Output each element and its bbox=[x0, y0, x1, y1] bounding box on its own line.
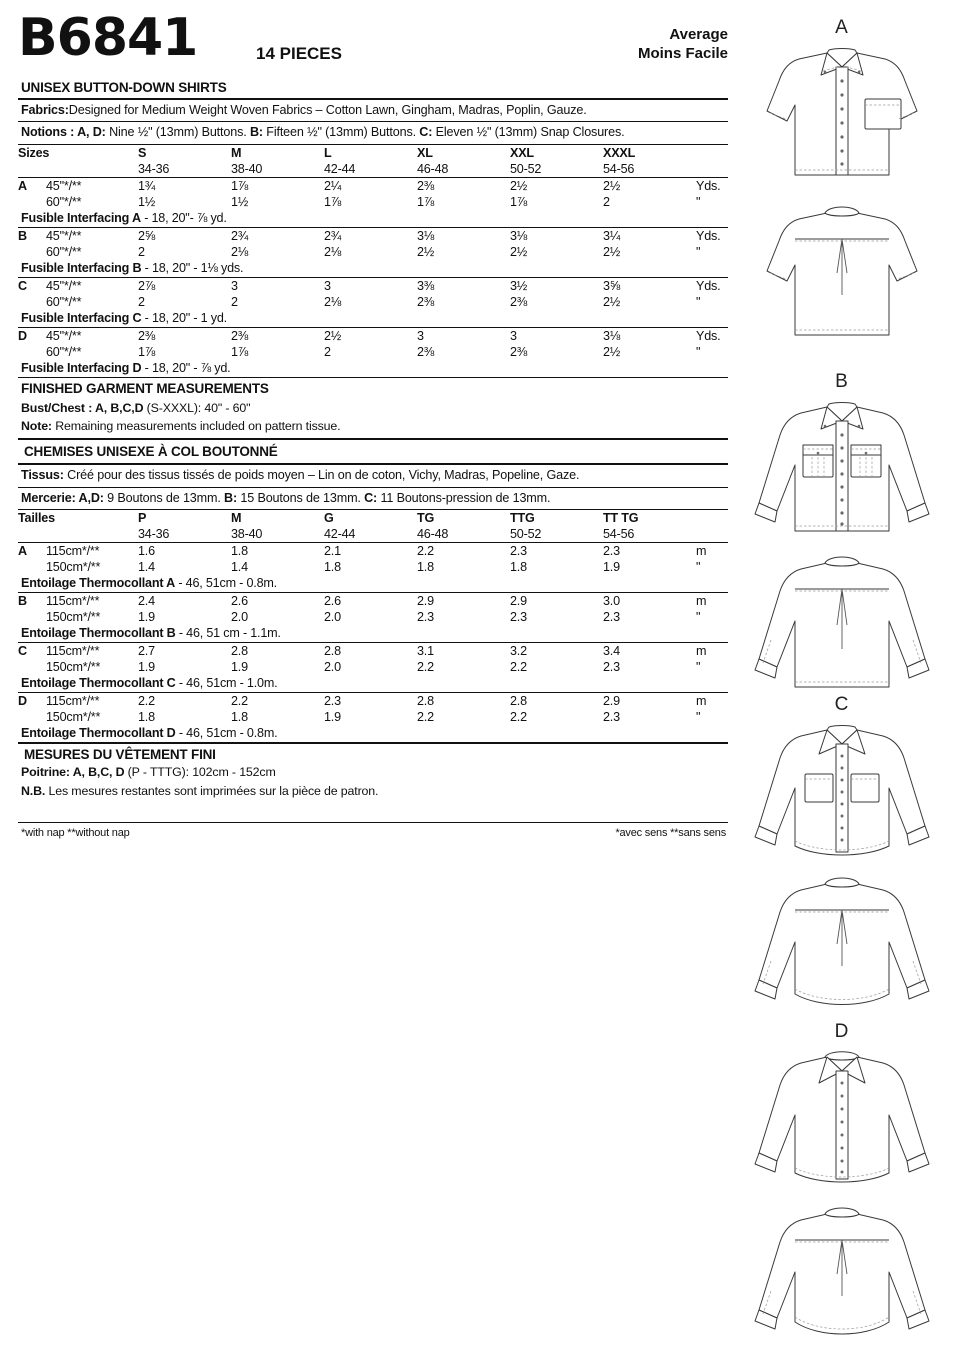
cell: 2.3 bbox=[603, 659, 620, 674]
row-unit: m bbox=[696, 593, 707, 608]
interfacing-line bbox=[18, 360, 728, 377]
size-range-s: 34-36 bbox=[138, 161, 170, 176]
cell: 1.8 bbox=[231, 543, 248, 558]
illustration-view-a-front bbox=[728, 18, 955, 187]
english-title: UNISEX BUTTON-DOWN SHIRTS bbox=[21, 80, 227, 95]
row-width: 45"*/** bbox=[46, 228, 82, 243]
size-header-row bbox=[18, 510, 748, 526]
cell: 2.0 bbox=[231, 609, 248, 624]
row-unit: m bbox=[696, 643, 707, 658]
table-row bbox=[18, 593, 748, 609]
row-width: 115cm*/** bbox=[46, 543, 100, 558]
illustration-view-b-back bbox=[728, 545, 955, 700]
mercerie-seg-1: 15 Boutons de 13mm. bbox=[237, 490, 365, 505]
piece-count: 14 PIECES bbox=[256, 44, 342, 63]
cell: 1⅞ bbox=[510, 194, 528, 209]
cell: 2.8 bbox=[324, 643, 341, 658]
long-sleeve-shirt-front-flap-pockets-icon bbox=[737, 391, 947, 546]
short-sleeve-shirt-front-icon bbox=[737, 37, 947, 187]
notions-seg-2: Eleven ½" (13mm) Snap Closures. bbox=[432, 125, 625, 140]
cell: 2.2 bbox=[417, 543, 434, 558]
row-width: 60"*/** bbox=[46, 244, 82, 259]
difficulty-english: Average bbox=[669, 26, 728, 43]
size-range-m: 38-40 bbox=[231, 161, 263, 176]
cell: 2½ bbox=[603, 178, 621, 193]
illustration-view-c-front bbox=[728, 695, 955, 869]
cell: 3⅛ bbox=[510, 228, 528, 243]
nb-text: Les mesures restantes sont imprimées sur la pièce de patron. bbox=[45, 783, 379, 798]
cell: 2.7 bbox=[138, 643, 155, 658]
cell: 2.6 bbox=[324, 593, 341, 608]
row-unit: " bbox=[696, 344, 701, 359]
cell: 3 bbox=[417, 328, 424, 343]
row-unit: Yds. bbox=[696, 178, 721, 193]
poitrine-label: Poitrine: A, B,C, D bbox=[21, 764, 125, 779]
cell: 3 bbox=[324, 278, 331, 293]
entoilage-line bbox=[18, 675, 728, 692]
size-xl: XL bbox=[417, 145, 433, 160]
cell: 3¼ bbox=[603, 228, 621, 243]
taille-range-p: 34-36 bbox=[138, 526, 170, 541]
cell: 2.3 bbox=[417, 609, 434, 624]
cell: 2 bbox=[324, 344, 331, 359]
metric-block-c bbox=[18, 643, 728, 693]
fabrics-text: Designed for Medium Weight Woven Fabrics – Cotton Lawn, Gingham, Madras, Poplin, Gauze. bbox=[68, 103, 587, 117]
cell: 2.1 bbox=[324, 543, 341, 558]
taille-range-tttg: 54-56 bbox=[603, 526, 635, 541]
cell: 3⅜ bbox=[417, 278, 435, 293]
cell: 2⅜ bbox=[417, 294, 435, 309]
cell: 2.0 bbox=[324, 659, 341, 674]
entoilage-text: - 46, 51cm - 1.0m. bbox=[175, 675, 278, 690]
difficulty-block bbox=[638, 26, 728, 64]
cell: 2.2 bbox=[417, 709, 434, 724]
table-row bbox=[18, 294, 748, 310]
row-unit: " bbox=[696, 709, 701, 724]
cell: 2.3 bbox=[324, 693, 341, 708]
fabrics-line bbox=[18, 100, 728, 121]
entoilage-label: Entoilage Thermocollant B bbox=[21, 625, 176, 640]
illustrations-column bbox=[728, 0, 955, 1368]
english-size-header bbox=[18, 145, 748, 177]
cell: 2.8 bbox=[510, 693, 527, 708]
mercerie-line bbox=[18, 488, 728, 509]
cell: 2.2 bbox=[138, 693, 155, 708]
size-range-l: 42-44 bbox=[324, 161, 356, 176]
bust-chest-label: Bust/Chest : A, B,C,D bbox=[21, 400, 144, 415]
cell: 2½ bbox=[417, 244, 435, 259]
cell: 2⅜ bbox=[510, 344, 528, 359]
taille-range-g: 42-44 bbox=[324, 526, 356, 541]
yardage-table bbox=[18, 328, 748, 360]
yardage-table bbox=[18, 228, 748, 260]
cell: 1.8 bbox=[231, 709, 248, 724]
cell: 2.3 bbox=[510, 543, 527, 558]
cell: 2⅜ bbox=[417, 178, 435, 193]
long-sleeve-shirt-back-curved-hem-2-icon bbox=[737, 1196, 947, 1348]
metric-table bbox=[18, 543, 748, 575]
cell: 1.8 bbox=[324, 559, 341, 574]
cell: 2⅜ bbox=[231, 328, 249, 343]
cell: 2⅜ bbox=[510, 294, 528, 309]
size-range-xxxl: 54-56 bbox=[603, 161, 635, 176]
notions-seg-0: Nine ½" (13mm) Buttons. bbox=[105, 125, 250, 140]
size-m: M bbox=[231, 145, 242, 160]
row-view: A bbox=[18, 543, 27, 558]
note-text: Remaining measurements included on pattern tissue. bbox=[51, 419, 341, 434]
cell: 1.8 bbox=[510, 559, 527, 574]
row-width: 150cm*/** bbox=[46, 559, 101, 574]
cell: 3 bbox=[510, 328, 517, 343]
notions-seg-0-bold: Notions : A, D: bbox=[21, 125, 106, 140]
long-sleeve-shirt-back-curved-hem-icon bbox=[737, 866, 947, 1018]
cell: 1.6 bbox=[138, 543, 155, 558]
tissus-line bbox=[18, 465, 728, 486]
nb-label: N.B. bbox=[21, 783, 46, 798]
taille-tttg: TT TG bbox=[603, 510, 639, 525]
poitrine-line bbox=[18, 763, 728, 782]
row-view: C bbox=[18, 278, 27, 293]
yardage-block-c bbox=[18, 278, 728, 328]
entoilage-line bbox=[18, 625, 728, 642]
table-row bbox=[18, 709, 748, 725]
cell: 2½ bbox=[603, 294, 621, 309]
row-width: 150cm*/** bbox=[46, 659, 101, 674]
cell: 1½ bbox=[231, 194, 249, 209]
entoilage-label: Entoilage Thermocollant C bbox=[21, 675, 176, 690]
metric-block-d bbox=[18, 693, 728, 744]
cell: 1⅞ bbox=[324, 194, 342, 209]
cell: 1⅞ bbox=[231, 344, 249, 359]
nap-note-english: *with nap **without nap bbox=[21, 827, 130, 840]
cell: 2.6 bbox=[231, 593, 248, 608]
row-unit: m bbox=[696, 693, 707, 708]
cell: 2⅛ bbox=[231, 244, 249, 259]
metric-block-a bbox=[18, 543, 728, 593]
cell: 2.9 bbox=[603, 693, 620, 708]
long-sleeve-shirt-back-icon bbox=[737, 545, 947, 700]
row-unit: m bbox=[696, 543, 707, 558]
note-label: Note: bbox=[21, 419, 52, 434]
poitrine-value: (P - TTTG): 102cm - 152cm bbox=[124, 764, 276, 779]
cell: 1¾ bbox=[138, 178, 156, 193]
tailles-label: Tailles bbox=[18, 510, 55, 525]
table-row bbox=[18, 278, 748, 294]
french-size-header bbox=[18, 510, 748, 542]
view-label-a: A bbox=[835, 17, 848, 38]
row-view: C bbox=[18, 643, 27, 658]
notions-seg-1: Fifteen ½" (13mm) Buttons. bbox=[262, 125, 420, 140]
row-width: 45"*/** bbox=[46, 278, 82, 293]
cell: 2.2 bbox=[417, 659, 434, 674]
row-width: 115cm*/** bbox=[46, 593, 100, 608]
bust-chest-value: (S-XXXL): 40" - 60" bbox=[143, 400, 251, 415]
metric-block-b bbox=[18, 593, 728, 643]
interfacing-text: - 18, 20"- ⅞ yd. bbox=[140, 210, 227, 225]
taille-ttg: TTG bbox=[510, 510, 535, 525]
english-note-line bbox=[18, 417, 728, 438]
row-unit: Yds. bbox=[696, 328, 721, 343]
entoilage-line bbox=[18, 575, 728, 592]
entoilage-text: - 46, 51cm - 0.8m. bbox=[175, 725, 278, 740]
cell: 3.1 bbox=[417, 643, 434, 658]
cell: 2.4 bbox=[138, 593, 155, 608]
table-row bbox=[18, 659, 748, 675]
cell: 3⅛ bbox=[417, 228, 435, 243]
size-range-row bbox=[18, 161, 748, 177]
size-l: L bbox=[324, 145, 332, 160]
table-row bbox=[18, 643, 748, 659]
size-range-xxl: 50-52 bbox=[510, 161, 542, 176]
illustration-view-d-back bbox=[728, 1196, 955, 1348]
cell: 2⅛ bbox=[324, 244, 342, 259]
cell: 2¼ bbox=[324, 178, 342, 193]
cell: 2¾ bbox=[231, 228, 249, 243]
cell: 2.3 bbox=[603, 543, 620, 558]
long-sleeve-shirt-front-plain-icon bbox=[737, 1041, 947, 1196]
cell: 1⅞ bbox=[138, 344, 156, 359]
row-view: A bbox=[18, 178, 27, 193]
cell: 2 bbox=[138, 294, 145, 309]
mercerie-seg-0-bold: Mercerie: A,D: bbox=[21, 490, 104, 505]
long-sleeve-shirt-front-patch-pockets-icon bbox=[737, 714, 947, 869]
french-title: CHEMISES UNISEXE À COL BOUTONNÉ bbox=[24, 444, 278, 460]
size-range-xl: 46-48 bbox=[417, 161, 449, 176]
cell: 1.9 bbox=[324, 709, 341, 724]
view-label-c: C bbox=[834, 694, 849, 715]
entoilage-label: Entoilage Thermocollant A bbox=[21, 575, 176, 590]
row-view: B bbox=[18, 228, 27, 243]
cell: 2.2 bbox=[510, 659, 527, 674]
interfacing-text: - 18, 20" - ⅞ yd. bbox=[141, 360, 231, 375]
metric-table bbox=[18, 693, 748, 725]
cell: 2⅝ bbox=[138, 228, 156, 243]
row-unit: Yds. bbox=[696, 278, 721, 293]
cell: 1.4 bbox=[231, 559, 248, 574]
illustration-view-c-back bbox=[728, 866, 955, 1018]
row-view: B bbox=[18, 593, 27, 608]
cell: 2.9 bbox=[510, 593, 527, 608]
cell: 3½ bbox=[510, 278, 528, 293]
interfacing-text: - 18, 20" - 1⅛ yds. bbox=[141, 260, 244, 275]
yardage-table bbox=[18, 278, 748, 310]
cell: 2½ bbox=[603, 344, 621, 359]
cell: 2¾ bbox=[324, 228, 342, 243]
cell: 1.9 bbox=[603, 559, 620, 574]
french-finished-title: MESURES DU VÊTEMENT FINI bbox=[24, 746, 216, 762]
info-column bbox=[18, 0, 728, 839]
cell: 2⅜ bbox=[138, 328, 156, 343]
row-unit: " bbox=[696, 559, 701, 574]
interfacing-line bbox=[18, 310, 728, 327]
illustration-view-d-front bbox=[728, 1022, 955, 1196]
nap-footer bbox=[18, 823, 728, 839]
cell: 2 bbox=[138, 244, 145, 259]
taille-range-tg: 46-48 bbox=[417, 526, 449, 541]
cell: 2½ bbox=[510, 244, 528, 259]
cell: 2.8 bbox=[231, 643, 248, 658]
table-row bbox=[18, 178, 748, 194]
mercerie-seg-2-bold: C: bbox=[364, 490, 378, 505]
metric-table bbox=[18, 643, 748, 675]
entoilage-text: - 46, 51cm - 0.8m. bbox=[175, 575, 277, 590]
finished-measurements-title: FINISHED GARMENT MEASUREMENTS bbox=[21, 380, 269, 396]
taille-range-m: 38-40 bbox=[231, 526, 263, 541]
taille-tg: TG bbox=[417, 510, 435, 525]
cell: 2⅛ bbox=[324, 294, 342, 309]
cell: 1.4 bbox=[138, 559, 155, 574]
table-row bbox=[18, 244, 748, 260]
entoilage-label: Entoilage Thermocollant D bbox=[21, 725, 176, 740]
row-width: 45"*/** bbox=[46, 328, 82, 343]
row-view: D bbox=[18, 693, 27, 708]
cell: 2.8 bbox=[417, 693, 434, 708]
row-width: 60"*/** bbox=[46, 344, 82, 359]
cell: 2½ bbox=[603, 244, 621, 259]
cell: 2 bbox=[603, 194, 610, 209]
row-width: 150cm*/** bbox=[46, 609, 101, 624]
entoilage-line bbox=[18, 725, 728, 742]
taille-m: M bbox=[231, 510, 242, 525]
row-unit: " bbox=[696, 659, 701, 674]
cell: 2.9 bbox=[417, 593, 434, 608]
row-width: 60"*/** bbox=[46, 194, 82, 209]
row-width: 150cm*/** bbox=[46, 709, 101, 724]
cell: 2½ bbox=[510, 178, 528, 193]
cell: 2⅜ bbox=[417, 344, 435, 359]
row-unit: " bbox=[696, 294, 701, 309]
interfacing-line bbox=[18, 260, 728, 277]
view-label-b: B bbox=[835, 371, 848, 392]
notions-seg-2-bold: C: bbox=[419, 125, 433, 140]
short-sleeve-shirt-back-icon bbox=[737, 195, 947, 345]
size-xxl: XXL bbox=[510, 145, 534, 160]
yardage-block-d bbox=[18, 328, 728, 378]
yardage-block-b bbox=[18, 228, 728, 278]
interfacing-label: Fusible Interfacing C bbox=[21, 310, 142, 325]
table-row bbox=[18, 609, 748, 625]
tissus-label: Tissus: bbox=[21, 468, 64, 483]
yardage-table bbox=[18, 178, 748, 210]
row-unit: Yds. bbox=[696, 228, 721, 243]
taille-p: P bbox=[138, 510, 147, 525]
cell: 2.0 bbox=[324, 609, 341, 624]
table-row bbox=[18, 344, 748, 360]
table-row bbox=[18, 693, 748, 709]
mercerie-seg-0: 9 Boutons de 13mm. bbox=[103, 490, 225, 505]
size-s: S bbox=[138, 145, 147, 160]
cell: 2.2 bbox=[510, 709, 527, 724]
interfacing-label: Fusible Interfacing D bbox=[21, 360, 142, 375]
cell: 2½ bbox=[324, 328, 342, 343]
cell: 3⅝ bbox=[603, 278, 621, 293]
cell: 3.2 bbox=[510, 643, 527, 658]
interfacing-text: - 18, 20" - 1 yd. bbox=[141, 310, 227, 325]
view-label-d: D bbox=[834, 1021, 849, 1042]
pattern-number: B6841 bbox=[18, 8, 198, 68]
cell: 3⅛ bbox=[603, 328, 621, 343]
mercerie-seg-2: 11 Boutons-pression de 13mm. bbox=[377, 490, 551, 505]
cell: 3.0 bbox=[603, 593, 620, 608]
table-row bbox=[18, 328, 748, 344]
cell: 1.9 bbox=[138, 609, 155, 624]
cell: 1.9 bbox=[138, 659, 155, 674]
notions-seg-1-bold: B: bbox=[249, 125, 263, 140]
notions-line bbox=[18, 122, 728, 143]
sizes-label: Sizes bbox=[18, 145, 50, 160]
row-width: 45"*/** bbox=[46, 178, 82, 193]
cell: 2 bbox=[231, 294, 238, 309]
cell: 2.3 bbox=[603, 609, 620, 624]
nap-note-french: *avec sens **sans sens bbox=[615, 827, 726, 840]
cell: 3 bbox=[231, 278, 238, 293]
difficulty-french: Moins Facile bbox=[637, 44, 728, 62]
table-row bbox=[18, 543, 748, 559]
header-row bbox=[18, 0, 728, 78]
illustration-view-b-front bbox=[728, 372, 955, 546]
row-unit: " bbox=[696, 194, 701, 209]
metric-table bbox=[18, 593, 748, 625]
table-row bbox=[18, 559, 748, 575]
cell: 2⅞ bbox=[138, 278, 156, 293]
row-view: D bbox=[18, 328, 27, 343]
row-width: 115cm*/** bbox=[46, 693, 100, 708]
cell: 1.8 bbox=[417, 559, 434, 574]
row-width: 115cm*/** bbox=[46, 643, 100, 658]
cell: 2.2 bbox=[231, 693, 248, 708]
interfacing-line bbox=[18, 210, 728, 227]
mercerie-seg-1-bold: B: bbox=[224, 490, 238, 505]
french-note-line bbox=[18, 782, 728, 801]
cell: 3.4 bbox=[603, 643, 620, 658]
row-unit: " bbox=[696, 609, 701, 624]
cell: 2.3 bbox=[603, 709, 620, 724]
row-width: 60"*/** bbox=[46, 294, 82, 309]
fabrics-label: Fabrics: bbox=[21, 103, 69, 117]
table-row bbox=[18, 228, 748, 244]
cell: 2.3 bbox=[510, 609, 527, 624]
illustration-view-a-back bbox=[728, 195, 955, 345]
cell: 1.8 bbox=[138, 709, 155, 724]
size-range-row bbox=[18, 526, 748, 542]
cell: 1⅞ bbox=[231, 178, 249, 193]
cell: 1⅞ bbox=[417, 194, 435, 209]
size-header-row bbox=[18, 145, 748, 161]
size-xxxl: XXXL bbox=[603, 145, 636, 160]
bust-chest-line bbox=[18, 399, 728, 418]
table-row bbox=[18, 194, 748, 210]
row-unit: " bbox=[696, 244, 701, 259]
cell: 1½ bbox=[138, 194, 156, 209]
taille-range-ttg: 50-52 bbox=[510, 526, 542, 541]
cell: 1.9 bbox=[231, 659, 248, 674]
interfacing-label: Fusible Interfacing B bbox=[21, 260, 142, 275]
yardage-block-a bbox=[18, 178, 728, 228]
taille-g: G bbox=[324, 510, 334, 525]
interfacing-label: Fusible Interfacing A bbox=[21, 210, 141, 225]
tissus-text: Créé pour des tissus tissés de poids moyen – Lin on de coton, Vichy, Madras, Popeline, Gaze. bbox=[63, 468, 580, 483]
entoilage-text: - 46, 51 cm - 1.1m. bbox=[175, 625, 281, 640]
